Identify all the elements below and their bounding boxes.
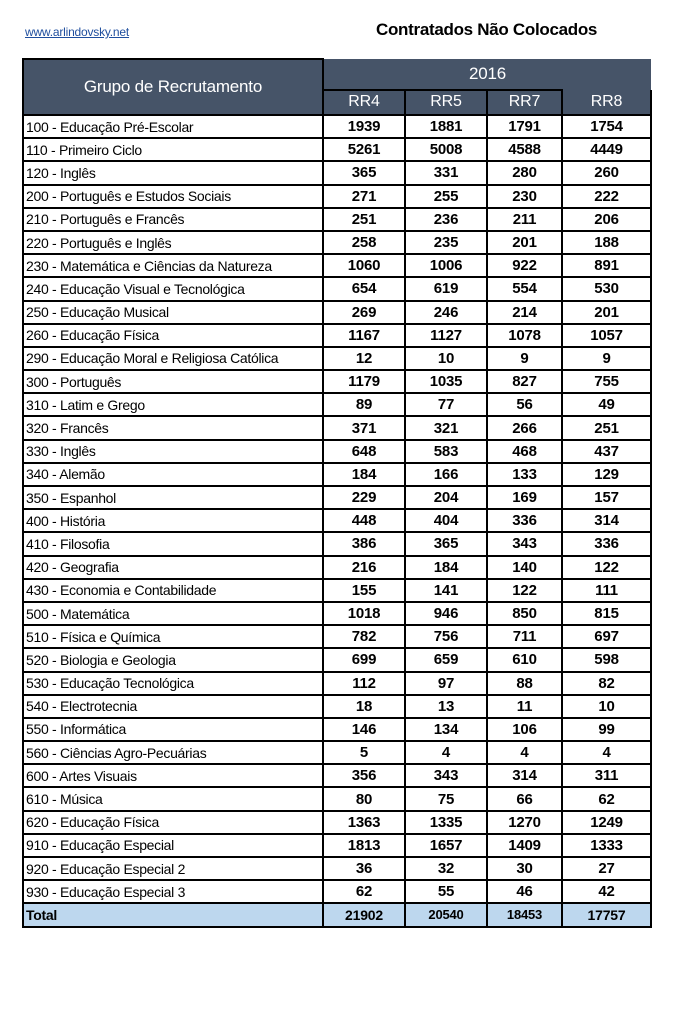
table-row <box>23 787 651 810</box>
group-name-cell: 520 - Biologia e Geologia <box>23 648 323 671</box>
value-cell-rr8: 27 <box>562 857 651 880</box>
table-row <box>23 695 651 718</box>
value-cell-rr7: 169 <box>487 486 562 509</box>
table-row <box>23 370 651 393</box>
group-name-cell: 550 - Informática <box>23 718 323 741</box>
value-cell-rr7: 4588 <box>487 138 562 161</box>
value-cell-rr5: 1127 <box>405 324 487 347</box>
value-cell-rr7: 88 <box>487 672 562 695</box>
table-row <box>23 231 651 254</box>
group-name-cell: 250 - Educação Musical <box>23 301 323 324</box>
value-cell-rr4: 1060 <box>323 254 405 277</box>
value-cell-rr7: 850 <box>487 602 562 625</box>
value-cell-rr8: 222 <box>562 185 651 208</box>
value-cell-rr8: 1249 <box>562 811 651 834</box>
value-cell-rr7: 9 <box>487 347 562 370</box>
group-name-cell: 340 - Alemão <box>23 463 323 486</box>
value-cell-rr8: 1057 <box>562 324 651 347</box>
table-row <box>23 301 651 324</box>
table-row <box>23 648 651 671</box>
group-name-cell: 240 - Educação Visual e Tecnológica <box>23 277 323 300</box>
value-cell-rr4: 269 <box>323 301 405 324</box>
value-cell-rr5: 235 <box>405 231 487 254</box>
group-name-cell: 600 - Artes Visuais <box>23 764 323 787</box>
value-cell-rr4: 146 <box>323 718 405 741</box>
value-cell-rr4: 448 <box>323 509 405 532</box>
value-cell-rr5: 756 <box>405 625 487 648</box>
value-cell-rr7: 1791 <box>487 115 562 138</box>
group-name-cell: 200 - Português e Estudos Sociais <box>23 185 323 208</box>
value-cell-rr5: 255 <box>405 185 487 208</box>
group-name-cell: 510 - Física e Química <box>23 625 323 648</box>
value-cell-rr5: 331 <box>405 161 487 184</box>
value-cell-rr7: 133 <box>487 463 562 486</box>
total-row <box>23 903 651 926</box>
group-name-cell: 910 - Educação Especial <box>23 834 323 857</box>
value-cell-rr5: 13 <box>405 695 487 718</box>
table-row <box>23 347 651 370</box>
value-cell-rr4: 1363 <box>323 811 405 834</box>
value-cell-rr7: 214 <box>487 301 562 324</box>
value-cell-rr5: 321 <box>405 416 487 439</box>
value-cell-rr5: 619 <box>405 277 487 300</box>
table-row <box>23 718 651 741</box>
value-cell-rr4: 1018 <box>323 602 405 625</box>
value-cell-rr5: 583 <box>405 440 487 463</box>
group-name-cell: 560 - Ciências Agro-Pecuárias <box>23 741 323 764</box>
value-cell-rr7: 280 <box>487 161 562 184</box>
value-cell-rr8: 49 <box>562 393 651 416</box>
total-cell-rr8: 17757 <box>562 903 651 926</box>
value-cell-rr4: 1167 <box>323 324 405 347</box>
value-cell-rr7: 46 <box>487 880 562 903</box>
value-cell-rr7: 122 <box>487 579 562 602</box>
value-cell-rr5: 404 <box>405 509 487 532</box>
value-cell-rr8: 99 <box>562 718 651 741</box>
group-name-cell: 230 - Matemática e Ciências da Natureza <box>23 254 323 277</box>
table-row <box>23 532 651 555</box>
value-cell-rr4: 371 <box>323 416 405 439</box>
column-header-rr4: RR4 <box>323 90 405 115</box>
value-cell-rr5: 343 <box>405 764 487 787</box>
table-row <box>23 509 651 532</box>
year-header: 2016 <box>323 59 651 90</box>
table-row <box>23 672 651 695</box>
group-name-cell: 300 - Português <box>23 370 323 393</box>
value-cell-rr7: 336 <box>487 509 562 532</box>
group-header: Grupo de Recrutamento <box>23 59 323 115</box>
value-cell-rr5: 97 <box>405 672 487 695</box>
value-cell-rr4: 184 <box>323 463 405 486</box>
table-row <box>23 416 651 439</box>
group-name-cell: 120 - Inglês <box>23 161 323 184</box>
value-cell-rr7: 554 <box>487 277 562 300</box>
value-cell-rr7: 230 <box>487 185 562 208</box>
table-row <box>23 880 651 903</box>
value-cell-rr4: 356 <box>323 764 405 787</box>
table-row <box>23 741 651 764</box>
value-cell-rr8: 206 <box>562 208 651 231</box>
value-cell-rr4: 1179 <box>323 370 405 393</box>
value-cell-rr7: 211 <box>487 208 562 231</box>
value-cell-rr8: 4 <box>562 741 651 764</box>
value-cell-rr5: 75 <box>405 787 487 810</box>
value-cell-rr7: 56 <box>487 393 562 416</box>
value-cell-rr8: 62 <box>562 787 651 810</box>
value-cell-rr8: 314 <box>562 509 651 532</box>
group-name-cell: 330 - Inglês <box>23 440 323 463</box>
group-name-cell: 430 - Economia e Contabilidade <box>23 579 323 602</box>
value-cell-rr4: 5261 <box>323 138 405 161</box>
value-cell-rr8: 188 <box>562 231 651 254</box>
value-cell-rr5: 204 <box>405 486 487 509</box>
value-cell-rr8: 111 <box>562 579 651 602</box>
value-cell-rr7: 66 <box>487 787 562 810</box>
value-cell-rr4: 12 <box>323 347 405 370</box>
value-cell-rr8: 815 <box>562 602 651 625</box>
value-cell-rr4: 251 <box>323 208 405 231</box>
table-row <box>23 440 651 463</box>
value-cell-rr8: 10 <box>562 695 651 718</box>
value-cell-rr7: 201 <box>487 231 562 254</box>
value-cell-rr4: 648 <box>323 440 405 463</box>
value-cell-rr8: 1333 <box>562 834 651 857</box>
column-header-rr7: RR7 <box>487 90 562 115</box>
value-cell-rr4: 229 <box>323 486 405 509</box>
value-cell-rr5: 32 <box>405 857 487 880</box>
value-cell-rr4: 216 <box>323 556 405 579</box>
value-cell-rr4: 782 <box>323 625 405 648</box>
value-cell-rr8: 437 <box>562 440 651 463</box>
total-cell-rr7: 18453 <box>487 903 562 926</box>
value-cell-rr8: 697 <box>562 625 651 648</box>
group-name-cell: 290 - Educação Moral e Religiosa Católica <box>23 347 323 370</box>
table-body <box>23 115 651 927</box>
table-row <box>23 277 651 300</box>
group-name-cell: 400 - História <box>23 509 323 532</box>
table-row <box>23 138 651 161</box>
group-name-cell: 410 - Filosofia <box>23 532 323 555</box>
group-name-cell: 100 - Educação Pré-Escolar <box>23 115 323 138</box>
value-cell-rr7: 30 <box>487 857 562 880</box>
recruitment-table <box>22 58 652 928</box>
value-cell-rr8: 201 <box>562 301 651 324</box>
group-name-cell: 210 - Português e Francês <box>23 208 323 231</box>
value-cell-rr5: 77 <box>405 393 487 416</box>
value-cell-rr8: 260 <box>562 161 651 184</box>
value-cell-rr8: 42 <box>562 880 651 903</box>
value-cell-rr5: 1006 <box>405 254 487 277</box>
site-link[interactable]: www.arlindovsky.net <box>25 25 130 39</box>
group-name-cell: 610 - Música <box>23 787 323 810</box>
column-header-rr8: RR8 <box>562 90 651 115</box>
value-cell-rr8: 129 <box>562 463 651 486</box>
group-name-cell: 540 - Electrotecnia <box>23 695 323 718</box>
value-cell-rr7: 610 <box>487 648 562 671</box>
value-cell-rr5: 236 <box>405 208 487 231</box>
value-cell-rr5: 659 <box>405 648 487 671</box>
value-cell-rr5: 1335 <box>405 811 487 834</box>
value-cell-rr7: 343 <box>487 532 562 555</box>
table-row <box>23 115 651 138</box>
value-cell-rr7: 1270 <box>487 811 562 834</box>
group-name-cell: 530 - Educação Tecnológica <box>23 672 323 695</box>
value-cell-rr4: 365 <box>323 161 405 184</box>
total-cell-rr4: 21902 <box>323 903 405 926</box>
value-cell-rr7: 314 <box>487 764 562 787</box>
value-cell-rr4: 699 <box>323 648 405 671</box>
total-label: Total <box>23 903 323 926</box>
group-name-cell: 350 - Espanhol <box>23 486 323 509</box>
value-cell-rr4: 386 <box>323 532 405 555</box>
value-cell-rr8: 4449 <box>562 138 651 161</box>
value-cell-rr4: 1813 <box>323 834 405 857</box>
value-cell-rr5: 1035 <box>405 370 487 393</box>
value-cell-rr4: 18 <box>323 695 405 718</box>
group-name-cell: 920 - Educação Especial 2 <box>23 857 323 880</box>
value-cell-rr4: 89 <box>323 393 405 416</box>
value-cell-rr8: 891 <box>562 254 651 277</box>
value-cell-rr5: 946 <box>405 602 487 625</box>
value-cell-rr5: 166 <box>405 463 487 486</box>
value-cell-rr5: 141 <box>405 579 487 602</box>
value-cell-rr8: 336 <box>562 532 651 555</box>
value-cell-rr5: 365 <box>405 532 487 555</box>
value-cell-rr7: 11 <box>487 695 562 718</box>
value-cell-rr8: 9 <box>562 347 651 370</box>
value-cell-rr8: 755 <box>562 370 651 393</box>
table-row <box>23 463 651 486</box>
group-name-cell: 500 - Matemática <box>23 602 323 625</box>
table-row <box>23 208 651 231</box>
value-cell-rr7: 1409 <box>487 834 562 857</box>
value-cell-rr5: 55 <box>405 880 487 903</box>
group-name-cell: 220 - Português e Inglês <box>23 231 323 254</box>
group-name-cell: 620 - Educação Física <box>23 811 323 834</box>
group-name-cell: 420 - Geografia <box>23 556 323 579</box>
table-row <box>23 324 651 347</box>
table-row <box>23 811 651 834</box>
value-cell-rr8: 1754 <box>562 115 651 138</box>
table-row <box>23 625 651 648</box>
value-cell-rr8: 122 <box>562 556 651 579</box>
value-cell-rr4: 36 <box>323 857 405 880</box>
value-cell-rr4: 62 <box>323 880 405 903</box>
value-cell-rr8: 251 <box>562 416 651 439</box>
value-cell-rr7: 4 <box>487 741 562 764</box>
value-cell-rr4: 112 <box>323 672 405 695</box>
group-name-cell: 310 - Latim e Grego <box>23 393 323 416</box>
value-cell-rr7: 1078 <box>487 324 562 347</box>
value-cell-rr5: 10 <box>405 347 487 370</box>
table-row <box>23 185 651 208</box>
column-header-rr5: RR5 <box>405 90 487 115</box>
value-cell-rr4: 1939 <box>323 115 405 138</box>
table-row <box>23 764 651 787</box>
table-row <box>23 857 651 880</box>
value-cell-rr5: 246 <box>405 301 487 324</box>
value-cell-rr8: 530 <box>562 277 651 300</box>
total-cell-rr5: 20540 <box>405 903 487 926</box>
value-cell-rr4: 258 <box>323 231 405 254</box>
document-title: Contratados Não Colocados <box>376 20 598 39</box>
table-row <box>23 556 651 579</box>
table-row <box>23 579 651 602</box>
value-cell-rr5: 134 <box>405 718 487 741</box>
value-cell-rr4: 80 <box>323 787 405 810</box>
group-name-cell: 320 - Francês <box>23 416 323 439</box>
table-row <box>23 393 651 416</box>
value-cell-rr8: 157 <box>562 486 651 509</box>
table-row <box>23 834 651 857</box>
table-row <box>23 602 651 625</box>
value-cell-rr4: 5 <box>323 741 405 764</box>
value-cell-rr4: 271 <box>323 185 405 208</box>
group-name-cell: 930 - Educação Especial 3 <box>23 880 323 903</box>
value-cell-rr4: 654 <box>323 277 405 300</box>
value-cell-rr5: 4 <box>405 741 487 764</box>
value-cell-rr4: 155 <box>323 579 405 602</box>
value-cell-rr7: 266 <box>487 416 562 439</box>
value-cell-rr7: 468 <box>487 440 562 463</box>
value-cell-rr5: 184 <box>405 556 487 579</box>
value-cell-rr7: 922 <box>487 254 562 277</box>
value-cell-rr5: 5008 <box>405 138 487 161</box>
value-cell-rr7: 140 <box>487 556 562 579</box>
value-cell-rr5: 1881 <box>405 115 487 138</box>
value-cell-rr8: 598 <box>562 648 651 671</box>
value-cell-rr7: 106 <box>487 718 562 741</box>
table-row <box>23 254 651 277</box>
group-name-cell: 260 - Educação Física <box>23 324 323 347</box>
value-cell-rr7: 827 <box>487 370 562 393</box>
value-cell-rr8: 82 <box>562 672 651 695</box>
value-cell-rr5: 1657 <box>405 834 487 857</box>
value-cell-rr8: 311 <box>562 764 651 787</box>
value-cell-rr7: 711 <box>487 625 562 648</box>
table-row <box>23 161 651 184</box>
table-row <box>23 486 651 509</box>
group-name-cell: 110 - Primeiro Ciclo <box>23 138 323 161</box>
